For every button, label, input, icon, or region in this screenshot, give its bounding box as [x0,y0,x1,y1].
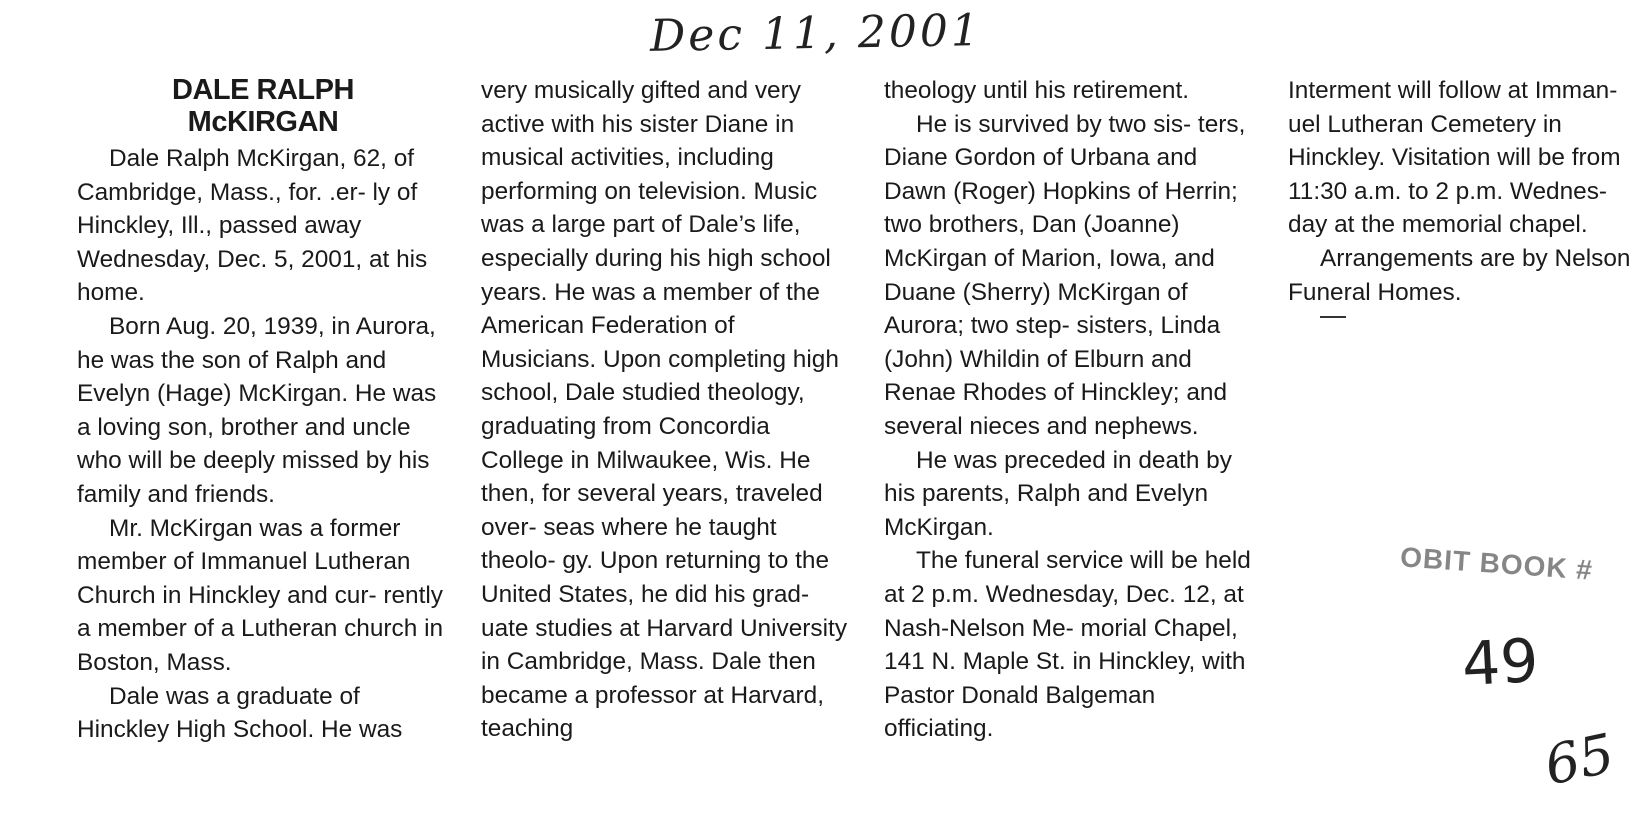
handwritten-date: Dec 11, 2001 [649,5,983,62]
handwritten-book-number: 49 [1460,626,1541,700]
column-2 [481,74,853,746]
column-4 [1288,74,1648,309]
headline-line-2: McKIRGAN [187,106,339,138]
handwritten-page-number: 65 [1539,721,1620,798]
paragraph: Dale Ralph McKirgan, 62, of Cambridge, Mass., for. .er- ly of Hinckley, Ill., passed away Wednesday, Dec. 5, 2001, at his home. [77,145,428,307]
paragraph: Dale was a graduate of Hinckley High School. He was [77,682,403,744]
paragraph: The funeral service will be held at 2 p.m. Wednesday, Dec. 12, at Nash-Nelson Me- morial Chapel, 141 N. Maple St. in Hinckley, with Pastor Donald Balgeman officiating. [884,547,1251,743]
paragraph: very musically gifted and very active with his sister Diane in musical activities, including performing on television. Music was a large part of Dale’s life, especially during his high school years. He was a member of the American Federation of Musicians. Upon completing high school, Dale studied theology, graduating from Concordia College in Milwaukee, Wis. He then, for several years, traveled over- seas where he taught theolo- gy. Upon returning to the United States, he did his grad- uate studies at Harvard University in Cambridge, Mass. Dale then became a professor at Harvard, teaching [481,77,848,743]
paragraph: Born Aug. 20, 1939, in Aurora, he was the son of Ralph and Evelyn (Hage) McKirgan. He was a loving son, brother and uncle who will be deeply missed by his family and friends. [77,312,437,508]
paragraph: Arrangements are by Nelson Funeral Homes. [1288,244,1631,306]
paragraph: theology until his retirement. [884,77,1190,104]
paragraph: He is survived by two sis- ters, Diane Gordon of Urbana and Dawn (Roger) Hopkins of Herrin; two brothers, Dan (Joanne) McKirgan of Marion, Iowa, and Duane (Sherry) McKirgan of Aurora; two step- sisters, Linda (John) Whildin of Elburn and Renae Rhodes of Hinckley; and several nieces and nephews. [884,110,1246,440]
headline-line-1: DALE RALPH [172,74,354,106]
column-1 [77,74,449,747]
column-3 [884,74,1256,746]
stray-mark [1320,316,1346,318]
obituary-headline [77,74,449,138]
paragraph: He was preceded in death by his parents, Ralph and Evelyn McKirgan. [884,446,1232,541]
obit-book-stamp: OBIT BOOK # [1399,541,1594,586]
paragraph: Interment will follow at Imman- uel Lutheran Cemetery in Hinckley. Visitation will be from 11:30 a.m. to 2 p.m. Wednes- day at the memorial chapel. [1288,77,1621,239]
paragraph: Mr. McKirgan was a former member of Immanuel Lutheran Church in Hinckley and cur- rently a member of a Lutheran church in Boston, Mass. [77,514,444,676]
